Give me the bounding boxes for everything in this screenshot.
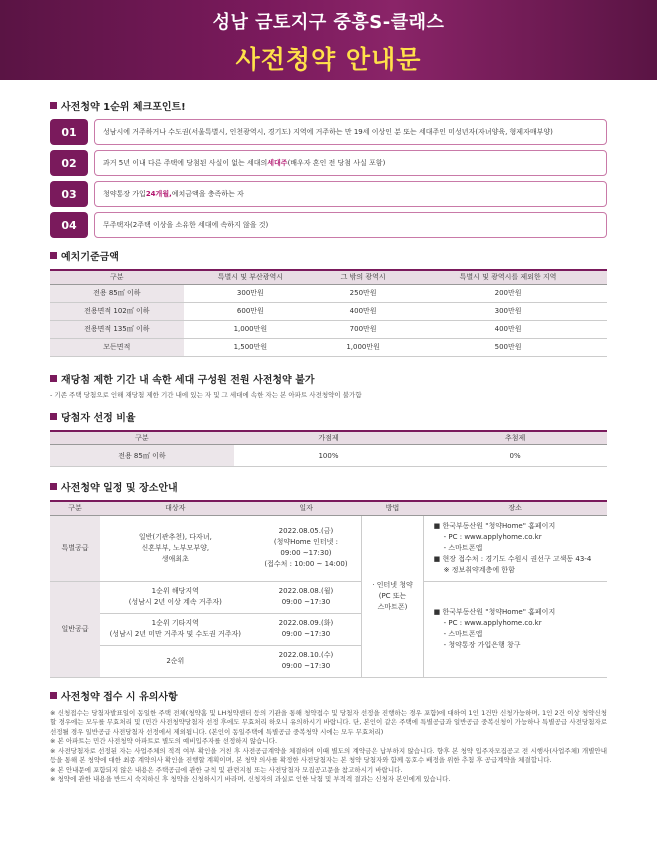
section-schedule-title: 사전청약 일정 및 장소안내 bbox=[50, 479, 607, 494]
table-header: 특별시 및 부산광역시 bbox=[184, 270, 317, 284]
table-cell: 600만원 bbox=[184, 302, 317, 320]
checkpoint-text: 과거 5년 이내 다른 주택에 당첨된 사실이 없는 세대의 세대주 (배우자 혼인 전 당첨 사실 포함) bbox=[94, 150, 607, 176]
header-banner bbox=[0, 0, 657, 80]
table-header: 구분 bbox=[50, 431, 234, 445]
table-header: 특별시 및 광역시를 제외한 지역 bbox=[409, 270, 607, 284]
checkpoint-item bbox=[50, 212, 607, 238]
checkpoint-text: 청약통장 가입 24개월, 예치금액을 충족하는 자 bbox=[94, 181, 607, 207]
section-checkpoints-title: 사전청약 1순위 체크포인트! bbox=[50, 98, 607, 113]
table-cell: · 인터넷 청약 (PC 또는 스마트폰) bbox=[362, 515, 423, 677]
table-cell: ■ 한국부동산원 "청약Home" 홈페이지 - PC : www.applyhome.co.kr - 스마트폰앱 - 청약통장 가입은행 창구 bbox=[423, 581, 607, 677]
checkpoint-number: 01 bbox=[50, 119, 88, 145]
table-cell: 전용 85㎡ 이하 bbox=[50, 445, 234, 467]
checkpoint-number: 02 bbox=[50, 150, 88, 176]
table-cell: 일반공급 bbox=[50, 581, 100, 677]
caution-list bbox=[50, 709, 607, 785]
section-caution-title: 사전청약 접수 시 유의사항 bbox=[50, 688, 607, 703]
square-bullet-icon bbox=[50, 252, 57, 259]
table-header: 구분 bbox=[50, 270, 184, 284]
section-ratio-title: 당첨자 선정 비율 bbox=[50, 409, 607, 424]
square-bullet-icon bbox=[50, 375, 57, 382]
section-restriction-title: 재당첨 제한 기간 내 속한 세대 구성원 전원 사전청약 불가 bbox=[50, 371, 607, 386]
table-cell: 100% bbox=[234, 445, 423, 467]
table-cell: 2022.08.09.(화) 09:00 ~17:30 bbox=[251, 613, 362, 645]
table-cell: 2순위 bbox=[100, 645, 250, 677]
square-bullet-icon bbox=[50, 102, 57, 109]
main-content bbox=[0, 80, 657, 785]
table-cell: 1,000만원 bbox=[317, 338, 409, 356]
table-header: 장소 bbox=[423, 501, 607, 515]
table-row bbox=[50, 445, 607, 467]
table-header: 구분 bbox=[50, 501, 100, 515]
checkpoint-list bbox=[50, 119, 607, 238]
table-header: 추첨제 bbox=[423, 431, 607, 445]
table-cell: 전용면적 135㎡ 이하 bbox=[50, 320, 184, 338]
table-row bbox=[50, 302, 607, 320]
deposit-table bbox=[50, 269, 607, 357]
checkpoint-text: 무주택자(2주택 이상을 소유한 세대에 속하지 않을 것) bbox=[94, 212, 607, 238]
table-cell: 1순위 해당지역 (성남시 2년 이상 계속 거주자) bbox=[100, 581, 250, 613]
table-cell: 400만원 bbox=[409, 320, 607, 338]
table-header-row bbox=[50, 501, 607, 515]
table-header: 일자 bbox=[251, 501, 362, 515]
table-cell: 0% bbox=[423, 445, 607, 467]
table-cell: 400만원 bbox=[317, 302, 409, 320]
checkpoint-item bbox=[50, 119, 607, 145]
table-cell: 모든면적 bbox=[50, 338, 184, 356]
checkpoint-item bbox=[50, 181, 607, 207]
table-cell: 2022.08.05.(금) (청약Home 인터넷 : 09:00 ~17:30) (접수처 : 10:00 ~ 14:00) bbox=[251, 515, 362, 581]
table-header: 대상자 bbox=[100, 501, 250, 515]
table-header: 그 밖의 광역시 bbox=[317, 270, 409, 284]
table-cell: ■ 한국부동산원 "청약Home" 홈페이지 - PC : www.applyhome.co.kr - 스마트폰앱 ■ 현장 접수처 : 경기도 수원시 권선구 고색동 43-4 ※ 정보취약계층에 한함 bbox=[423, 515, 607, 581]
table-row bbox=[50, 320, 607, 338]
square-bullet-icon bbox=[50, 483, 57, 490]
square-bullet-icon bbox=[50, 692, 57, 699]
table-cell: 200만원 bbox=[409, 284, 607, 302]
table-cell: 1순위 기타지역 (성남시 2년 미만 거주자 및 수도권 거주자) bbox=[100, 613, 250, 645]
table-row bbox=[50, 581, 607, 613]
table-cell: 전용면적 102㎡ 이하 bbox=[50, 302, 184, 320]
page-title: 사전청약 안내문 bbox=[235, 45, 422, 74]
table-cell: 1,000만원 bbox=[184, 320, 317, 338]
table-header: 가점제 bbox=[234, 431, 423, 445]
table-cell: 1,500만원 bbox=[184, 338, 317, 356]
table-row bbox=[50, 284, 607, 302]
checkpoint-item bbox=[50, 150, 607, 176]
table-header: 방법 bbox=[362, 501, 423, 515]
caution-item: ※ 신청접수는 당첨자발표일이 동일한 주택 전체(청약홈 및 LH청약센터 등의 기관을 통해 청약접수 및 당첨자 선정을 진행하는 경우 포함)에 대하여 1인 1건만 신청가능하며, 1인 2건 이상 청약신청 할 경우에는 모두를 무효처리 및 (민간 사전청약당첨자 선정 후에도 무효처리 하오니 유의하시기 바랍니다. 단, 본인이 같은 주택에 특별공급과 일반공급 중복신청이 가능하나 특별공급 사전당첨자로 선정될 경우 일반공급 사전당첨자 선정에서 제외됩니다. (본인이 동일주택에 특별공급 중복청약 시에는 모두 무효처리) bbox=[50, 708, 607, 736]
table-cell: 일반(기관추천), 다자녀, 신혼부부, 노부모부양, 생애최초 bbox=[100, 515, 250, 581]
table-cell: 300만원 bbox=[409, 302, 607, 320]
square-bullet-icon bbox=[50, 413, 57, 420]
checkpoint-number: 04 bbox=[50, 212, 88, 238]
caution-item: ※ 사전당첨자로 선정된 자는 사업주체의 적격 여부 확인을 거친 후 사전공급계약을 체결하며 이때 별도의 계약금은 납부하지 않습니다. 향후 본 청약 입주자모집공고 전 시행사(사업주체) 개별안내 등을 통해 본 청약에 대한 최종 계약의사 확인을 진행할 계획이며, 본 청약 의사를 확정한 사전당첨자는 본 청약 당첨자와 함께 동호수 배정을 위한 추첨 후 공급계약을 체결합니다. bbox=[50, 746, 607, 764]
section-deposit-title: 예치기준금액 bbox=[50, 248, 607, 263]
table-row bbox=[50, 515, 607, 581]
caution-item: ※ 청약에 관한 내용을 반드시 숙지하신 후 청약을 신청하시기 바라며, 신청자의 과실로 인한 낙첨 및 부적격 결과는 신청자 본인에게 있습니다. bbox=[50, 775, 451, 783]
table-cell: 300만원 bbox=[184, 284, 317, 302]
checkpoint-text: 성남시에 거주하거나 수도권(서울특별시, 인천광역시, 경기도) 지역에 거주하는 만 19세 이상인 분 또는 세대주인 미성년자(자녀양육, 형제자매부양) bbox=[94, 119, 607, 145]
table-cell: 2022.08.10.(수) 09:00 ~17:30 bbox=[251, 645, 362, 677]
table-header-row bbox=[50, 270, 607, 284]
table-cell: 2022.08.08.(월) 09:00 ~17:30 bbox=[251, 581, 362, 613]
brand-title: 성남 금토지구 중흥S-클래스 bbox=[212, 12, 445, 33]
table-cell: 특별공급 bbox=[50, 515, 100, 581]
checkpoint-number: 03 bbox=[50, 181, 88, 207]
ratio-table bbox=[50, 430, 607, 468]
table-cell: 전용 85㎡ 이하 bbox=[50, 284, 184, 302]
caution-item: ※ 본 아파트는 민간 사전청약 아파트로 별도의 예비입주자를 선정하지 않습니다. bbox=[50, 737, 278, 745]
table-header-row bbox=[50, 431, 607, 445]
restriction-note: - 기존 주택 당첨으로 인해 재당첨 제한 기간 내에 있는 자 및 그 세대에 속한 자는 본 아파트 사전청약이 불가함 bbox=[50, 390, 362, 399]
table-cell: 700만원 bbox=[317, 320, 409, 338]
caution-item: ※ 본 안내문에 포함되지 않은 내용은 주택공급에 관한 규칙 및 관련지침 또는 사전당첨자 모집공고문을 참고하시기 바랍니다. bbox=[50, 765, 403, 774]
table-cell: 500만원 bbox=[409, 338, 607, 356]
table-row bbox=[50, 338, 607, 356]
table-cell: 250만원 bbox=[317, 284, 409, 302]
schedule-table bbox=[50, 500, 607, 678]
